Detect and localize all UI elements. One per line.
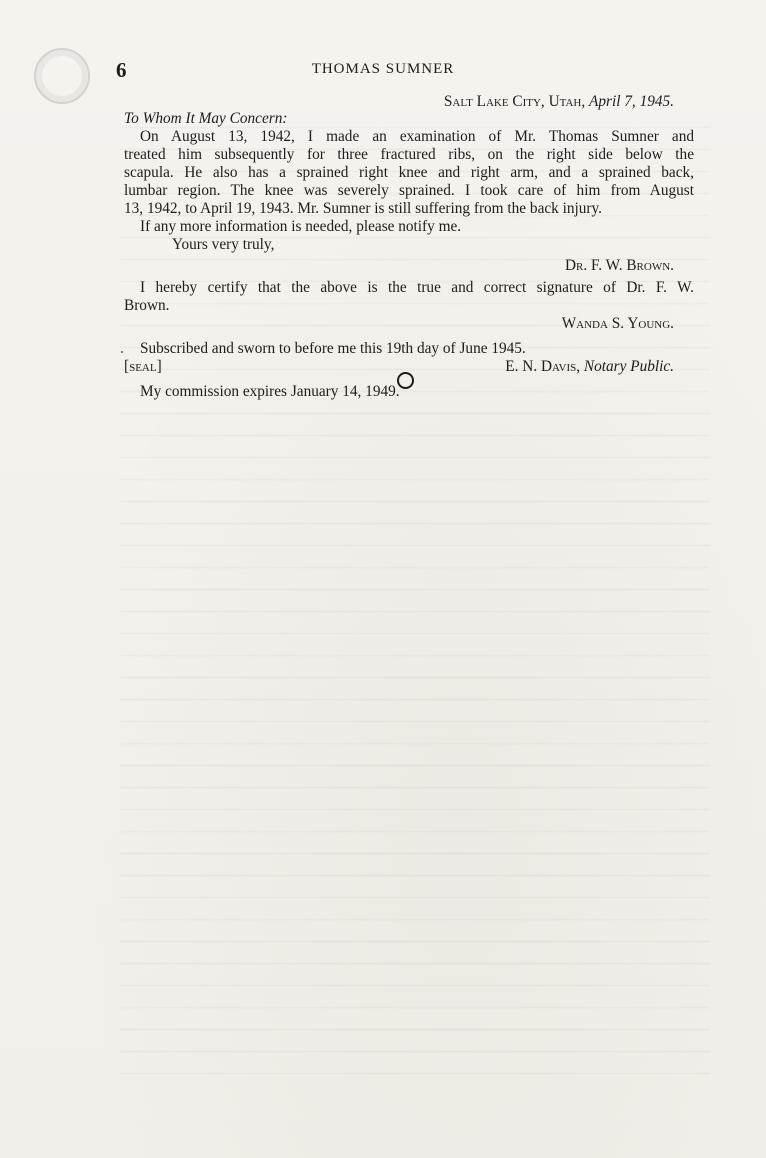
letter-date: April 7, 1945. bbox=[589, 93, 674, 110]
letter-closing-note: If any more information is needed, please notify me. bbox=[140, 218, 462, 235]
notary-subscribed: Subscribed and sworn to before me this 19th day of June 1945. bbox=[140, 340, 526, 357]
notary-seal: [seal] bbox=[124, 358, 162, 375]
letter-place: Salt Lake City, Utah, bbox=[443, 93, 590, 110]
letter-body-line: treated him subsequently for three fractured ribs, on the right side below the bbox=[124, 146, 694, 163]
letter-place-date bbox=[444, 93, 674, 111]
certification-line: Brown. bbox=[124, 297, 170, 314]
notary-name: E. N. Davis, bbox=[505, 358, 584, 375]
paper-speck bbox=[121, 351, 123, 353]
notary-commission-text: My commission expires January 14, 1949. bbox=[140, 383, 400, 400]
certification-signature: Wanda S. Young. bbox=[561, 315, 674, 332]
letter-body-line: lumbar region. The knee was severely sprained. I took care of him from August bbox=[124, 182, 694, 199]
letter-signature: Dr. F. W. Brown. bbox=[564, 257, 674, 274]
letter-complimentary-close: Yours very truly, bbox=[172, 236, 275, 253]
notary-title: Notary Public. bbox=[583, 358, 674, 375]
letter-salutation: To Whom It May Concern: bbox=[124, 110, 288, 127]
notary-signature bbox=[505, 358, 674, 376]
letter-body-line: scapula. He also has a sprained right knee and right arm, and a sprained back, bbox=[124, 164, 694, 181]
page-number: 6 bbox=[116, 58, 127, 82]
end-ornament-circle bbox=[397, 372, 414, 389]
certification-line: I hereby certify that the above is the true and correct signature of Dr. F. W. bbox=[140, 279, 694, 296]
letter-body-line: On August 13, 1942, I made an examination of Mr. Thomas Sumner and bbox=[140, 128, 694, 145]
running-head: THOMAS SUMNER bbox=[311, 61, 455, 77]
letter-body-line: 13, 1942, to April 19, 1943. Mr. Sumner is still suffering from the back injury. bbox=[124, 200, 602, 217]
